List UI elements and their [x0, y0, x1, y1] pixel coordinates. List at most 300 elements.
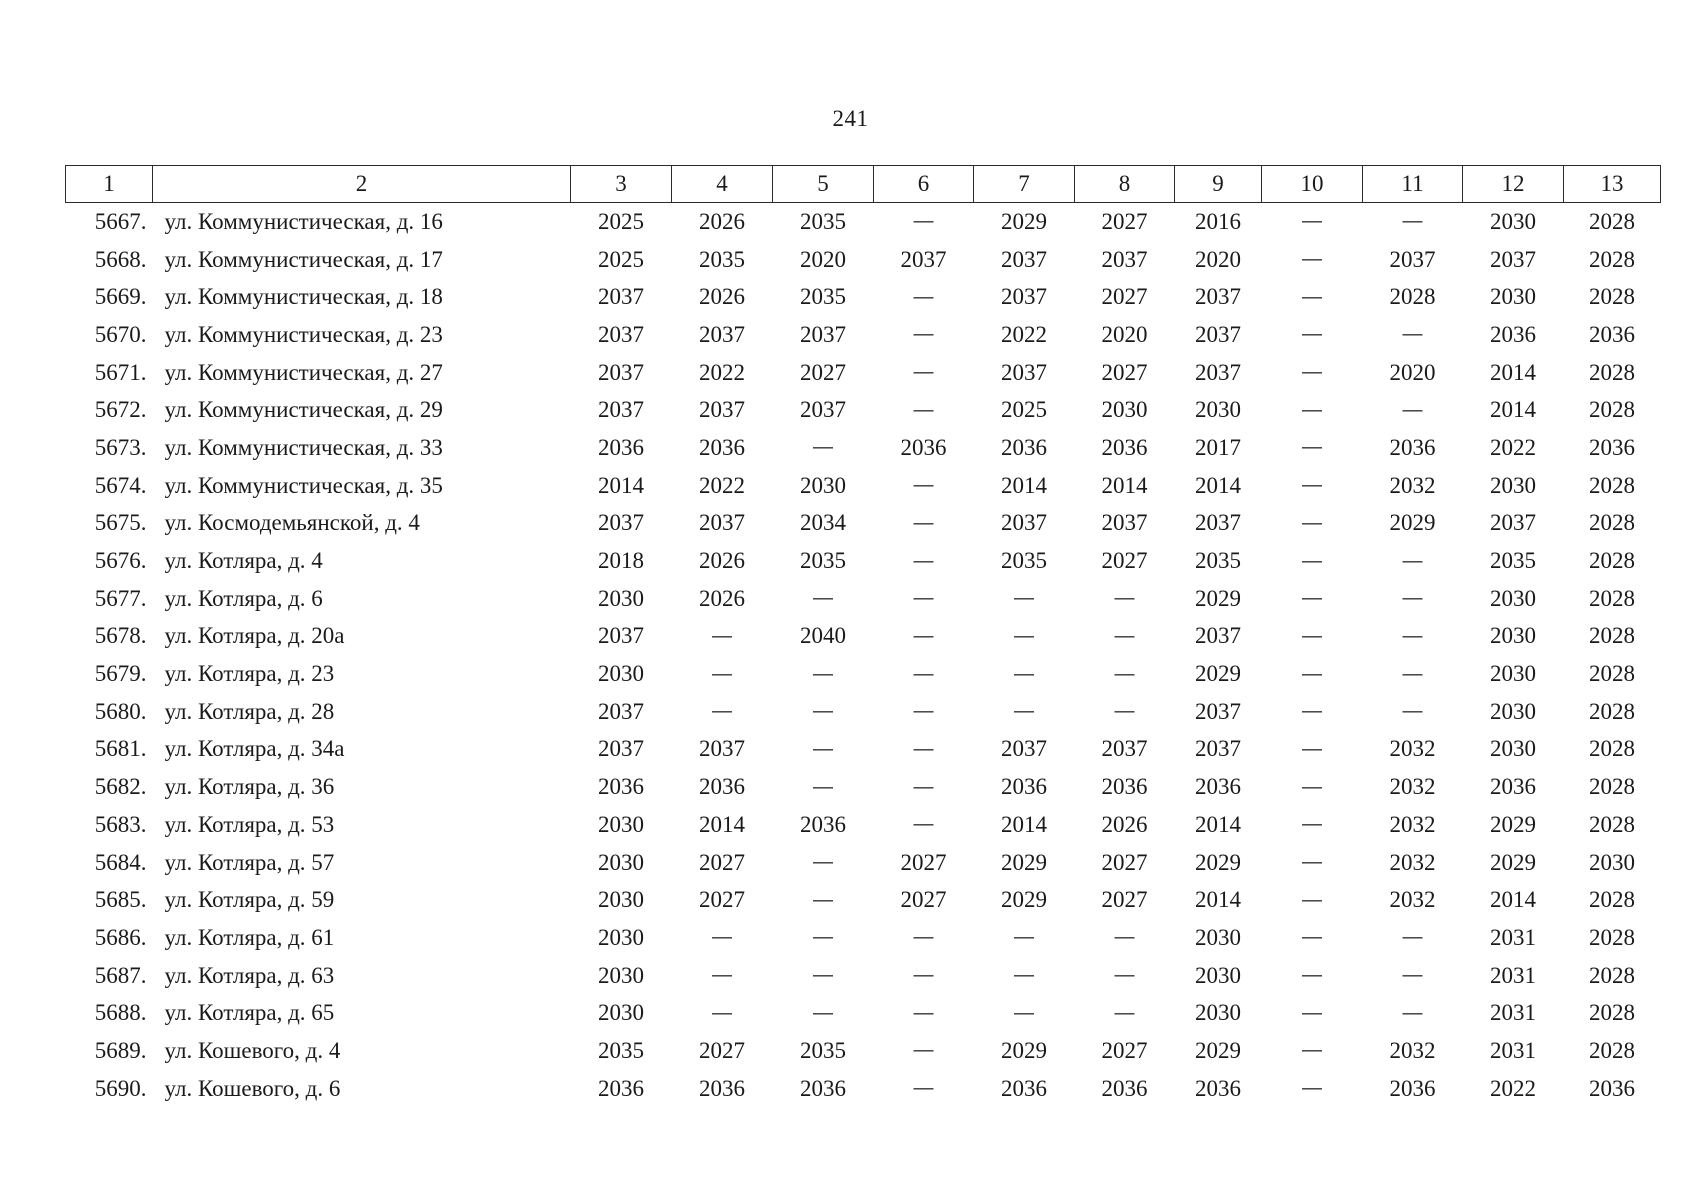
- column-header-11: 11: [1363, 166, 1463, 203]
- empty-dash-cell: —: [1302, 1001, 1322, 1024]
- year-cell: 2030: [1490, 736, 1536, 762]
- year-cell: 2018: [598, 548, 644, 574]
- year-cell: 2035: [800, 208, 846, 234]
- year-cell: 2027: [1101, 208, 1148, 234]
- year-cell: 2036: [699, 434, 745, 460]
- empty-dash-cell: —: [913, 737, 934, 760]
- year-cell: 2017: [1195, 434, 1241, 460]
- page-number: 241: [832, 106, 869, 131]
- year-cell: 2028: [1589, 1000, 1635, 1026]
- address-cell: ул. Коммунистическая, д. 23: [164, 321, 443, 347]
- empty-dash-cell: —: [813, 851, 833, 874]
- year-cell: 2040: [800, 623, 846, 649]
- year-cell: 2037: [598, 321, 644, 347]
- address-cell: ул. Котляра, д. 59: [164, 887, 335, 913]
- year-cell: 2036: [1589, 321, 1635, 347]
- table-row: [66, 203, 1661, 241]
- year-cell: 2037: [1195, 321, 1241, 347]
- empty-dash-cell: —: [1302, 436, 1322, 459]
- year-cell: 2037: [699, 321, 745, 347]
- year-cell: 2037: [800, 397, 846, 423]
- empty-dash-cell: —: [1402, 210, 1423, 233]
- empty-dash-cell: —: [913, 775, 934, 798]
- year-cell: 2037: [1101, 246, 1148, 272]
- year-cell: 2035: [800, 1037, 846, 1063]
- year-cell: 2036: [900, 434, 947, 460]
- year-cell: 2027: [1101, 548, 1148, 574]
- row-number: 5689.: [94, 1037, 147, 1063]
- column-header-12: 12: [1463, 166, 1564, 203]
- year-cell: 2037: [1195, 736, 1241, 762]
- column-header-7: 7: [974, 166, 1075, 203]
- year-cell: 2032: [1389, 849, 1436, 875]
- empty-dash-cell: —: [1302, 474, 1322, 497]
- year-cell: 2036: [1389, 1075, 1436, 1101]
- empty-dash-cell: —: [1302, 700, 1322, 723]
- year-cell: 2030: [800, 472, 846, 498]
- address-cell: ул. Котляра, д. 23: [164, 661, 335, 687]
- empty-dash-cell: —: [1302, 624, 1322, 647]
- year-cell: 2029: [1389, 510, 1436, 536]
- year-cell: 2036: [800, 811, 846, 837]
- empty-dash-cell: —: [1114, 1001, 1135, 1024]
- empty-dash-cell: —: [813, 587, 833, 610]
- year-cell: 2037: [1195, 623, 1241, 649]
- year-cell: 2027: [1101, 1037, 1148, 1063]
- row-number: 5670.: [94, 321, 147, 347]
- year-cell: 2014: [1490, 359, 1536, 385]
- empty-dash-cell: —: [1014, 624, 1034, 647]
- year-cell: 2032: [1389, 811, 1436, 837]
- table-row: [66, 241, 1661, 279]
- year-cell: 2028: [1589, 510, 1635, 536]
- empty-dash-cell: —: [1114, 926, 1135, 949]
- year-cell: 2022: [699, 472, 745, 498]
- year-cell: 2037: [598, 397, 644, 423]
- row-number: 5668.: [94, 246, 147, 272]
- year-cell: 2035: [1195, 548, 1241, 574]
- year-cell: 2036: [1195, 774, 1241, 800]
- row-number: 5669.: [94, 284, 147, 310]
- row-number: 5677.: [94, 585, 147, 611]
- year-cell: 2022: [1001, 321, 1047, 347]
- year-cell: 2029: [1001, 887, 1047, 913]
- year-cell: 2030: [1490, 472, 1536, 498]
- empty-dash-cell: —: [1302, 737, 1322, 760]
- year-cell: 2037: [800, 321, 846, 347]
- year-cell: 2014: [1195, 472, 1241, 498]
- year-cell: 2036: [699, 1075, 745, 1101]
- address-cell: ул. Котляра, д. 65: [164, 1000, 335, 1026]
- address-cell: ул. Коммунистическая, д. 16: [164, 208, 443, 234]
- year-cell: 2037: [598, 698, 644, 724]
- address-cell: ул. Коммунистическая, д. 35: [164, 472, 443, 498]
- year-cell: 2026: [1101, 811, 1148, 837]
- year-cell: 2014: [1490, 887, 1536, 913]
- empty-dash-cell: —: [813, 662, 833, 685]
- year-cell: 2036: [1490, 321, 1536, 347]
- year-cell: 2028: [1589, 962, 1635, 988]
- year-cell: 2030: [1195, 962, 1241, 988]
- empty-dash-cell: —: [1302, 662, 1322, 685]
- empty-dash-cell: —: [913, 210, 934, 233]
- year-cell: 2037: [1195, 698, 1241, 724]
- year-cell: 2035: [800, 284, 846, 310]
- empty-dash-cell: —: [1302, 323, 1322, 346]
- housing-register-table: [65, 165, 1661, 1108]
- row-number: 5672.: [94, 397, 147, 423]
- row-number: 5686.: [94, 924, 147, 950]
- table-row: [66, 957, 1661, 995]
- year-cell: 2036: [699, 774, 745, 800]
- table-row: [66, 768, 1661, 806]
- empty-dash-cell: —: [913, 474, 934, 497]
- year-cell: 2031: [1490, 962, 1536, 988]
- empty-dash-cell: —: [1302, 813, 1322, 836]
- year-cell: 2030: [1195, 924, 1241, 950]
- column-header-5: 5: [773, 166, 874, 203]
- column-header-8: 8: [1075, 166, 1175, 203]
- empty-dash-cell: —: [1114, 587, 1135, 610]
- empty-dash-cell: —: [1402, 624, 1423, 647]
- year-cell: 2020: [800, 246, 846, 272]
- year-cell: 2028: [1589, 585, 1635, 611]
- year-cell: 2014: [1101, 472, 1148, 498]
- year-cell: 2029: [1195, 849, 1241, 875]
- year-cell: 2029: [1490, 849, 1536, 875]
- empty-dash-cell: —: [913, 1039, 934, 1062]
- year-cell: 2014: [699, 811, 745, 837]
- row-number: 5675.: [94, 510, 147, 536]
- empty-dash-cell: —: [813, 1001, 833, 1024]
- year-cell: 2037: [699, 510, 745, 536]
- year-cell: 2028: [1589, 548, 1635, 574]
- row-number: 5685.: [94, 887, 147, 913]
- year-cell: 2027: [699, 849, 745, 875]
- year-cell: 2028: [1589, 1037, 1635, 1063]
- empty-dash-cell: —: [1014, 662, 1034, 685]
- year-cell: 2035: [598, 1037, 644, 1063]
- address-cell: ул. Котляра, д. 34а: [164, 736, 345, 762]
- empty-dash-cell: —: [913, 361, 934, 384]
- empty-dash-cell: —: [913, 549, 934, 572]
- empty-dash-cell: —: [913, 964, 934, 987]
- empty-dash-cell: —: [1402, 1001, 1423, 1024]
- empty-dash-cell: —: [1302, 851, 1322, 874]
- table-row: [66, 1032, 1661, 1070]
- table-row: [66, 580, 1661, 618]
- empty-dash-cell: —: [1402, 662, 1423, 685]
- year-cell: 2025: [1001, 397, 1047, 423]
- year-cell: 2020: [1389, 359, 1436, 385]
- year-cell: 2028: [1589, 887, 1635, 913]
- year-cell: 2027: [699, 1037, 745, 1063]
- empty-dash-cell: —: [1302, 285, 1322, 308]
- year-cell: 2014: [1490, 397, 1536, 423]
- empty-dash-cell: —: [1402, 323, 1423, 346]
- row-number: 5682.: [94, 774, 147, 800]
- empty-dash-cell: —: [1302, 398, 1322, 421]
- year-cell: 2037: [1101, 510, 1148, 536]
- year-cell: 2037: [1195, 284, 1241, 310]
- year-cell: 2029: [1490, 811, 1536, 837]
- table-header: [66, 166, 1661, 203]
- year-cell: 2030: [598, 1000, 644, 1026]
- year-cell: 2026: [699, 585, 745, 611]
- empty-dash-cell: —: [813, 964, 833, 987]
- year-cell: 2028: [1589, 359, 1635, 385]
- table-row: [66, 467, 1661, 505]
- year-cell: 2037: [1101, 736, 1148, 762]
- address-cell: ул. Котляра, д. 61: [164, 924, 335, 950]
- row-number: 5687.: [94, 962, 147, 988]
- empty-dash-cell: —: [1014, 1001, 1034, 1024]
- empty-dash-cell: —: [1402, 587, 1423, 610]
- year-cell: 2029: [1195, 1037, 1241, 1063]
- table-row: [66, 655, 1661, 693]
- year-cell: 2037: [598, 736, 644, 762]
- year-cell: 2036: [1490, 774, 1536, 800]
- empty-dash-cell: —: [1302, 964, 1322, 987]
- year-cell: 2037: [1001, 736, 1047, 762]
- year-cell: 2037: [1195, 510, 1241, 536]
- year-cell: 2037: [1490, 246, 1536, 272]
- empty-dash-cell: —: [712, 662, 732, 685]
- year-cell: 2031: [1490, 1000, 1536, 1026]
- year-cell: 2030: [1490, 698, 1536, 724]
- empty-dash-cell: —: [712, 700, 732, 723]
- table-row: [66, 844, 1661, 882]
- year-cell: 2028: [1589, 811, 1635, 837]
- year-cell: 2037: [1001, 246, 1047, 272]
- column-header-9: 9: [1175, 166, 1262, 203]
- year-cell: 2030: [1195, 1000, 1241, 1026]
- year-cell: 2030: [598, 924, 644, 950]
- year-cell: 2025: [598, 246, 644, 272]
- empty-dash-cell: —: [913, 624, 934, 647]
- empty-dash-cell: —: [1402, 549, 1423, 572]
- empty-dash-cell: —: [1302, 511, 1322, 534]
- year-cell: 2030: [598, 887, 644, 913]
- year-cell: 2027: [1101, 359, 1148, 385]
- empty-dash-cell: —: [813, 888, 833, 911]
- empty-dash-cell: —: [1402, 700, 1423, 723]
- year-cell: 2020: [1195, 246, 1241, 272]
- year-cell: 2037: [598, 510, 644, 536]
- year-cell: 2016: [1195, 208, 1241, 234]
- empty-dash-cell: —: [813, 700, 833, 723]
- year-cell: 2036: [1589, 1075, 1635, 1101]
- empty-dash-cell: —: [1114, 624, 1135, 647]
- row-number: 5683.: [94, 811, 147, 837]
- year-cell: 2028: [1589, 284, 1635, 310]
- year-cell: 2037: [598, 359, 644, 385]
- table-row: [66, 429, 1661, 467]
- row-number: 5671.: [94, 359, 147, 385]
- empty-dash-cell: —: [1114, 662, 1135, 685]
- year-cell: 2030: [1490, 585, 1536, 611]
- empty-dash-cell: —: [1402, 964, 1423, 987]
- year-cell: 2029: [1001, 208, 1047, 234]
- table-row: [66, 1070, 1661, 1108]
- column-header-6: 6: [874, 166, 974, 203]
- table-row: [66, 693, 1661, 731]
- empty-dash-cell: —: [1302, 888, 1322, 911]
- column-header-2: 2: [153, 166, 571, 203]
- year-cell: 2036: [1001, 434, 1047, 460]
- table-row: [66, 994, 1661, 1032]
- empty-dash-cell: —: [813, 737, 833, 760]
- table-row: [66, 806, 1661, 844]
- table-body: [66, 203, 1661, 1108]
- empty-dash-cell: —: [1402, 926, 1423, 949]
- year-cell: 2014: [1195, 811, 1241, 837]
- year-cell: 2028: [1589, 924, 1635, 950]
- row-number: 5681.: [94, 736, 147, 762]
- empty-dash-cell: —: [1302, 926, 1322, 949]
- header-row: [66, 166, 1661, 203]
- address-cell: ул. Котляра, д. 53: [164, 811, 335, 837]
- year-cell: 2028: [1589, 774, 1635, 800]
- column-header-1: 1: [66, 166, 153, 203]
- year-cell: 2032: [1389, 774, 1436, 800]
- year-cell: 2030: [598, 811, 644, 837]
- table-row: [66, 919, 1661, 957]
- year-cell: 2020: [1101, 321, 1148, 347]
- empty-dash-cell: —: [913, 511, 934, 534]
- row-number: 5676.: [94, 548, 147, 574]
- year-cell: 2037: [1490, 510, 1536, 536]
- year-cell: 2028: [1589, 661, 1635, 687]
- year-cell: 2027: [900, 887, 947, 913]
- year-cell: 2022: [1490, 1075, 1536, 1101]
- year-cell: 2037: [598, 284, 644, 310]
- year-cell: 2027: [800, 359, 846, 385]
- table-row: [66, 618, 1661, 656]
- address-cell: ул. Котляра, д. 4: [164, 548, 323, 574]
- year-cell: 2036: [1389, 434, 1436, 460]
- row-number: 5688.: [94, 1000, 147, 1026]
- address-cell: ул. Кошевого, д. 6: [164, 1075, 341, 1101]
- address-cell: ул. Коммунистическая, д. 18: [164, 284, 443, 310]
- year-cell: 2022: [1490, 434, 1536, 460]
- table-row: [66, 731, 1661, 769]
- empty-dash-cell: —: [1302, 248, 1322, 271]
- address-cell: ул. Котляра, д. 36: [164, 774, 335, 800]
- empty-dash-cell: —: [913, 700, 934, 723]
- empty-dash-cell: —: [1402, 398, 1423, 421]
- table-row: [66, 881, 1661, 919]
- empty-dash-cell: —: [813, 926, 833, 949]
- empty-dash-cell: —: [712, 1001, 732, 1024]
- year-cell: 2037: [699, 736, 745, 762]
- year-cell: 2029: [1195, 585, 1241, 611]
- year-cell: 2027: [1101, 284, 1148, 310]
- address-cell: ул. Кошевого, д. 4: [164, 1037, 341, 1063]
- year-cell: 2036: [1101, 774, 1148, 800]
- year-cell: 2030: [598, 849, 644, 875]
- empty-dash-cell: —: [813, 436, 833, 459]
- year-cell: 2030: [1195, 397, 1241, 423]
- row-number: 5680.: [94, 698, 147, 724]
- row-number: 5673.: [94, 434, 147, 460]
- table-row: [66, 505, 1661, 543]
- year-cell: 2036: [1589, 434, 1635, 460]
- address-cell: ул. Коммунистическая, д. 17: [164, 246, 443, 272]
- empty-dash-cell: —: [913, 1001, 934, 1024]
- year-cell: 2037: [1001, 510, 1047, 536]
- year-cell: 2032: [1389, 887, 1436, 913]
- empty-dash-cell: —: [1302, 549, 1322, 572]
- empty-dash-cell: —: [712, 964, 732, 987]
- year-cell: 2032: [1389, 736, 1436, 762]
- year-cell: 2030: [598, 585, 644, 611]
- empty-dash-cell: —: [913, 587, 934, 610]
- year-cell: 2028: [1589, 397, 1635, 423]
- year-cell: 2028: [1589, 736, 1635, 762]
- address-cell: ул. Коммунистическая, д. 33: [164, 434, 443, 460]
- column-header-4: 4: [672, 166, 773, 203]
- year-cell: 2035: [699, 246, 745, 272]
- year-cell: 2030: [1490, 208, 1536, 234]
- year-cell: 2030: [1490, 623, 1536, 649]
- year-cell: 2036: [598, 434, 644, 460]
- year-cell: 2037: [1195, 359, 1241, 385]
- empty-dash-cell: —: [1302, 210, 1322, 233]
- year-cell: 2030: [1490, 661, 1536, 687]
- empty-dash-cell: —: [913, 323, 934, 346]
- empty-dash-cell: —: [913, 398, 934, 421]
- year-cell: 2022: [699, 359, 745, 385]
- year-cell: 2028: [1389, 284, 1436, 310]
- row-number: 5679.: [94, 661, 147, 687]
- year-cell: 2025: [598, 208, 644, 234]
- year-cell: 2036: [1101, 434, 1148, 460]
- year-cell: 2030: [598, 661, 644, 687]
- empty-dash-cell: —: [1302, 587, 1322, 610]
- address-cell: ул. Котляра, д. 6: [164, 585, 323, 611]
- row-number: 5674.: [94, 472, 147, 498]
- empty-dash-cell: —: [1302, 361, 1322, 384]
- year-cell: 2014: [1195, 887, 1241, 913]
- year-cell: 2027: [699, 887, 745, 913]
- year-cell: 2036: [598, 1075, 644, 1101]
- year-cell: 2027: [1101, 849, 1148, 875]
- year-cell: 2037: [1389, 246, 1436, 272]
- table-row: [66, 278, 1661, 316]
- row-number: 5690.: [94, 1075, 147, 1101]
- year-cell: 2029: [1195, 661, 1241, 687]
- year-cell: 2026: [699, 548, 745, 574]
- year-cell: 2031: [1490, 924, 1536, 950]
- address-cell: ул. Космодемьянской, д. 4: [164, 510, 420, 536]
- year-cell: 2037: [598, 623, 644, 649]
- address-cell: ул. Котляра, д. 28: [164, 698, 335, 724]
- empty-dash-cell: —: [712, 624, 732, 647]
- empty-dash-cell: —: [913, 285, 934, 308]
- year-cell: 2026: [699, 284, 745, 310]
- year-cell: 2030: [1101, 397, 1148, 423]
- year-cell: 2036: [1195, 1075, 1241, 1101]
- year-cell: 2037: [1001, 359, 1047, 385]
- table-row: [66, 542, 1661, 580]
- row-number: 5684.: [94, 849, 147, 875]
- year-cell: 2014: [598, 472, 644, 498]
- year-cell: 2036: [1101, 1075, 1148, 1101]
- year-cell: 2035: [1490, 548, 1536, 574]
- year-cell: 2030: [1589, 849, 1635, 875]
- year-cell: 2036: [598, 774, 644, 800]
